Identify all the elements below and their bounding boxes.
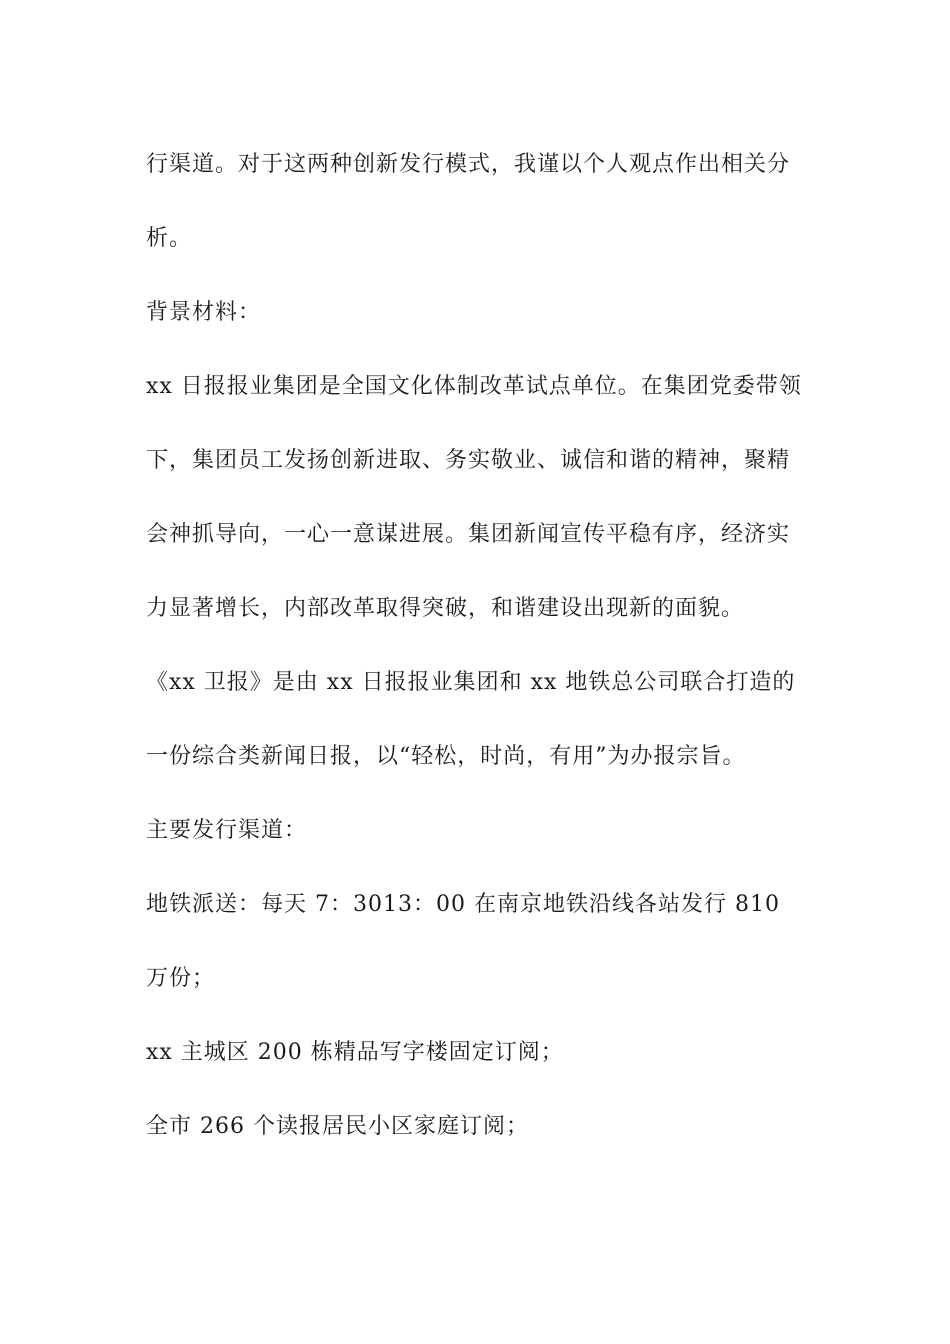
paragraph-channels-heading: 主要发行渠道：	[146, 818, 308, 843]
paragraph-background-heading: 背景材料：	[146, 300, 262, 325]
paragraph-office-subscription: xx 主城区 200 栋精品写字楼固定订阅；	[146, 1040, 564, 1065]
paragraph-distribution-analysis: 行渠道。对于这两种创新发行模式，我谨以个人观点作出相关分析。	[146, 152, 791, 251]
document-body	[146, 128, 806, 1164]
paragraph-residential-subscription: 全市 266 个读报居民小区家庭订阅；	[146, 1114, 529, 1139]
paragraph-group-intro: xx 日报报业集团是全国文化体制改革试点单位。在集团党委带领下，集团员工发扬创新进取、务实敬业、诚信和谐的精神，聚精会神抓导向，一心一意谋进展。集团新闻宣传平稳有序，经济实力显著增长，内部改革取得突破，和谐建设出现新的面貌。	[146, 374, 802, 621]
paragraph-newspaper-intro: 《xx 卫报》是由 xx 日报报业集团和 xx 地铁总公司联合打造的一份综合类新闻日报，以“轻松，时尚，有用”为办报宗旨。	[146, 670, 796, 769]
paragraph-subway-delivery: 地铁派送：每天 7：3013：00 在南京地铁沿线各站发行 810 万份；	[146, 892, 780, 991]
